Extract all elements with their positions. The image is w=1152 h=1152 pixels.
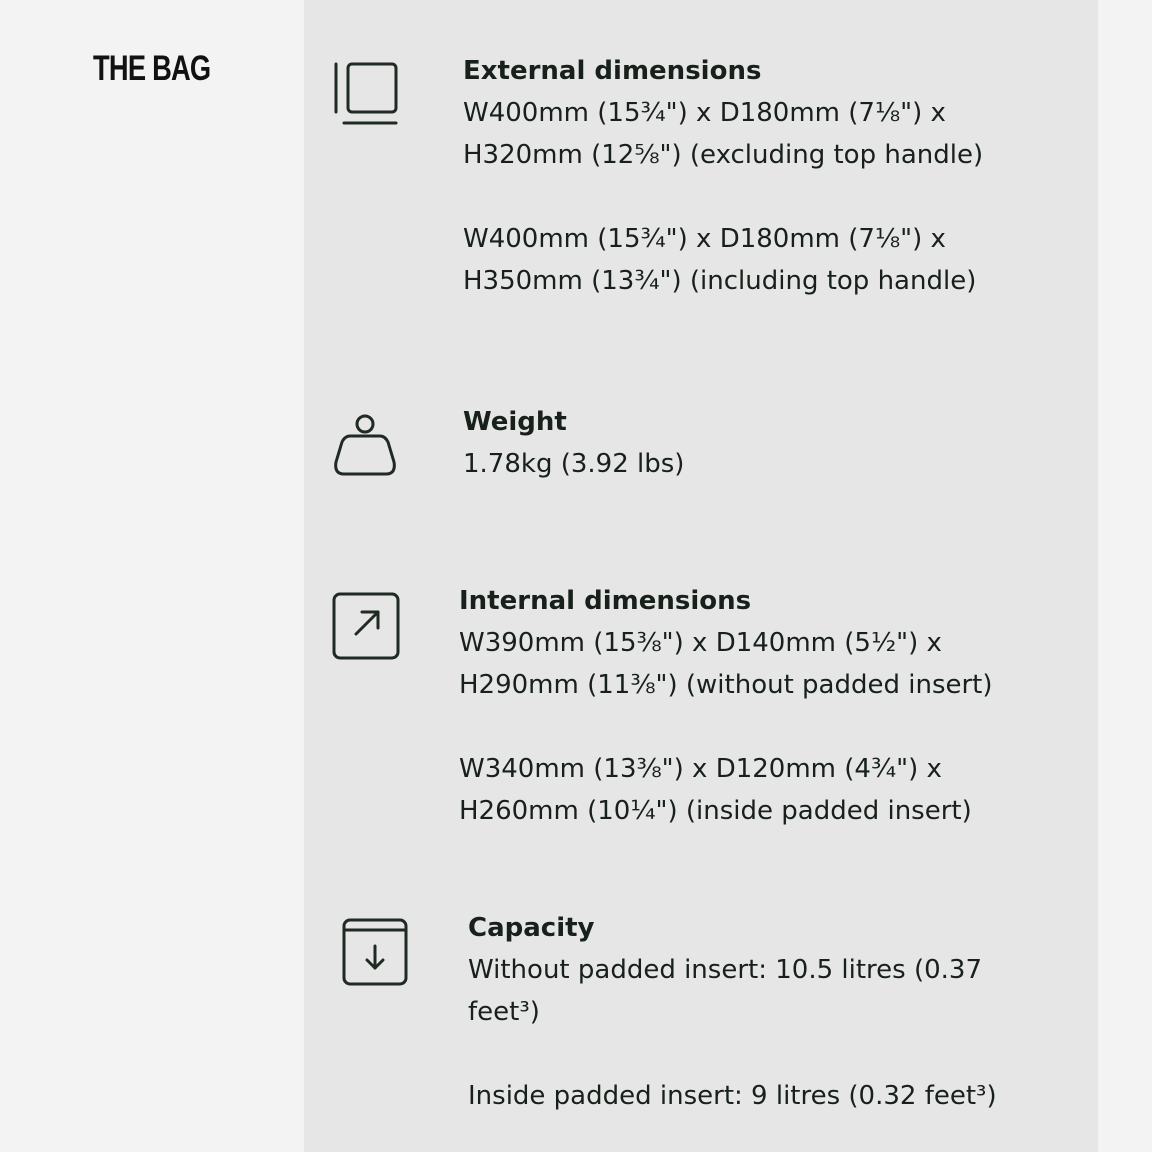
external-dimensions-spec — [463, 50, 983, 302]
download-box-icon — [342, 918, 408, 988]
capacity-line: feet³) — [468, 997, 540, 1027]
internal-dimensions-line: H260mm (10¼") (inside padded insert) — [459, 796, 972, 826]
internal-dimensions-line: W390mm (15⅜") x D140mm (5½") x — [459, 628, 942, 658]
dimensions-icon — [332, 60, 398, 130]
capacity-heading: Capacity — [468, 913, 595, 943]
weight-value: 1.78kg (3.92 lbs) — [463, 449, 685, 479]
weight-heading: Weight — [463, 407, 567, 437]
capacity-line: Inside padded insert: 9 litres (0.32 feet³) — [468, 1081, 997, 1111]
weight-spec — [463, 401, 684, 485]
left-column — [0, 0, 304, 1152]
right-margin — [1098, 0, 1152, 1152]
internal-dimensions-spec — [459, 580, 993, 832]
expand-arrow-icon — [332, 592, 398, 662]
external-dimensions-line: H350mm (13¾") (including top handle) — [463, 266, 977, 296]
capacity-line: Without padded insert: 10.5 litres (0.37 — [468, 955, 982, 985]
external-dimensions-line: W400mm (15¾") x D180mm (7⅛") x — [463, 98, 946, 128]
internal-dimensions-line: W340mm (13⅜") x D120mm (4¾") x — [459, 754, 942, 784]
capacity-spec — [468, 907, 997, 1117]
external-dimensions-line: W400mm (15¾") x D180mm (7⅛") x — [463, 224, 946, 254]
external-dimensions-line: H320mm (12⅝") (excluding top handle) — [463, 140, 984, 170]
external-dimensions-heading: External dimensions — [463, 56, 762, 86]
internal-dimensions-heading: Internal dimensions — [459, 586, 752, 616]
internal-dimensions-line: H290mm (11⅜") (without padded insert) — [459, 670, 993, 700]
section-title: THE BAG — [93, 49, 211, 88]
weight-icon — [332, 412, 398, 482]
